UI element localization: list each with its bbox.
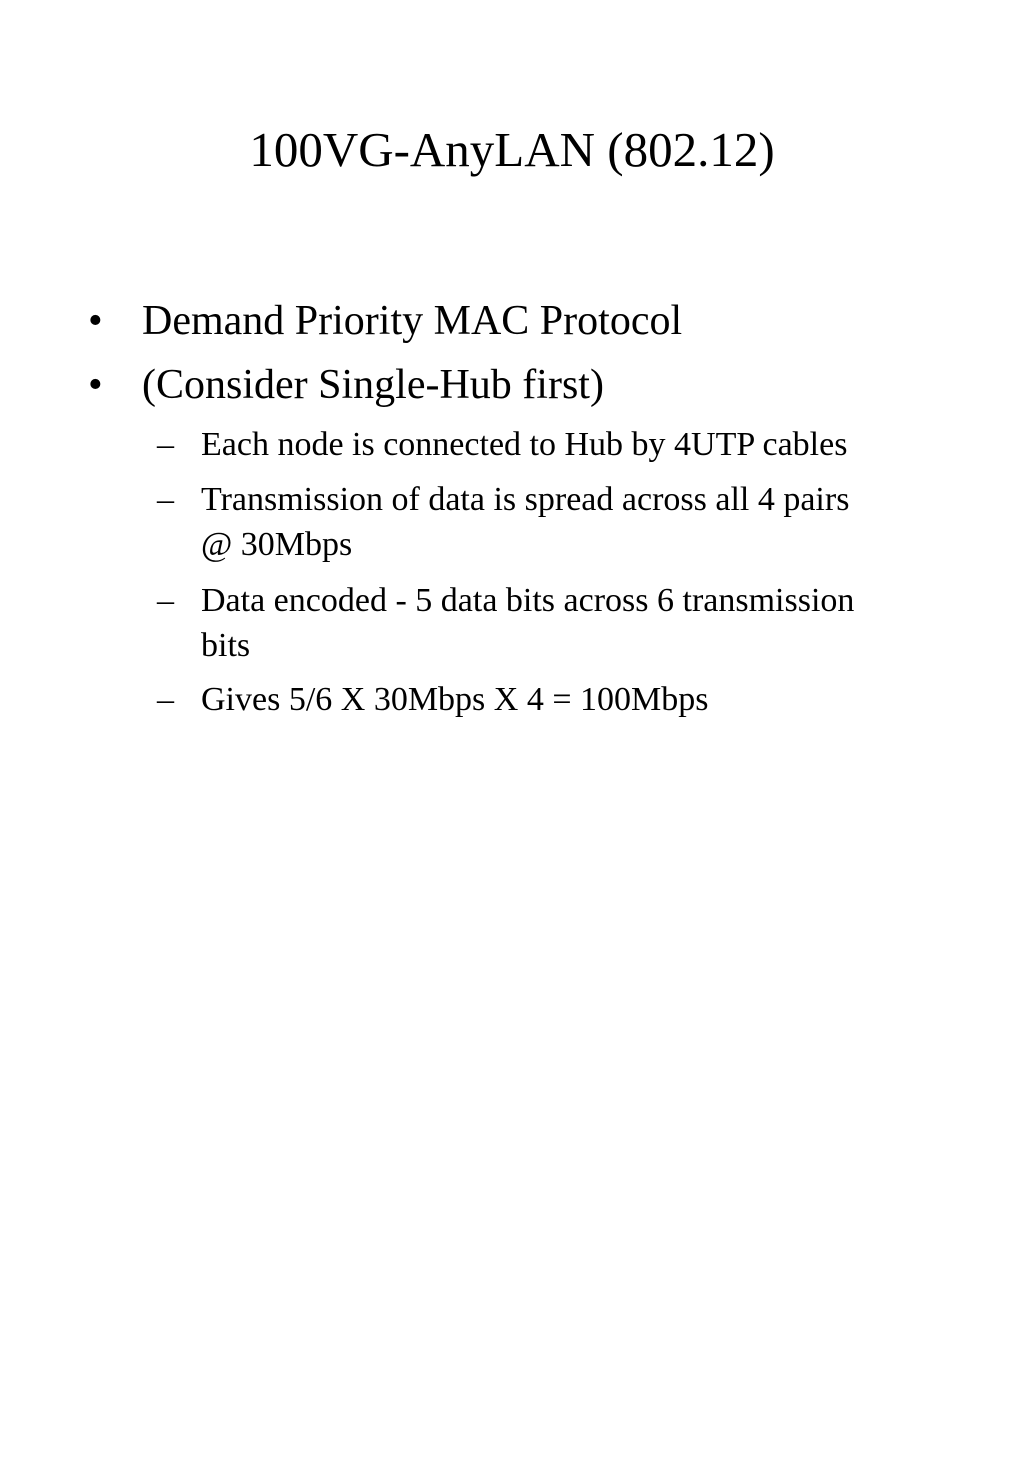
bullet-marker: • [88, 298, 103, 344]
bullet-text: Demand Priority MAC Protocol [142, 298, 683, 344]
sub-bullet-text [201, 477, 951, 567]
sub-bullet-marker: – [157, 426, 174, 463]
sub-bullet-text [201, 578, 951, 668]
sub-bullet-line: @ 30Mbps [201, 526, 353, 563]
sub-bullet-text [201, 422, 951, 467]
sub-bullet-text [201, 677, 951, 722]
sub-bullet-line: bits [201, 627, 251, 664]
sub-bullet-marker: – [157, 481, 174, 518]
slide-title: 100VG-AnyLAN (802.12) [249, 122, 775, 177]
bullet-marker: • [88, 362, 103, 408]
sub-bullet-marker: – [157, 681, 174, 718]
sub-bullet-marker: – [157, 582, 174, 619]
bullet-text: (Consider Single-Hub first) [142, 362, 604, 408]
sub-bullet-line: Data encoded - 5 data bits across 6 transmission [201, 582, 855, 619]
sub-bullet-line: Transmission of data is spread across all 4 pairs [201, 481, 850, 518]
sub-bullet-line: Each node is connected to Hub by 4UTP cables [201, 426, 848, 463]
sub-bullet-line: Gives 5/6 X 30Mbps X 4 = 100Mbps [201, 681, 709, 718]
